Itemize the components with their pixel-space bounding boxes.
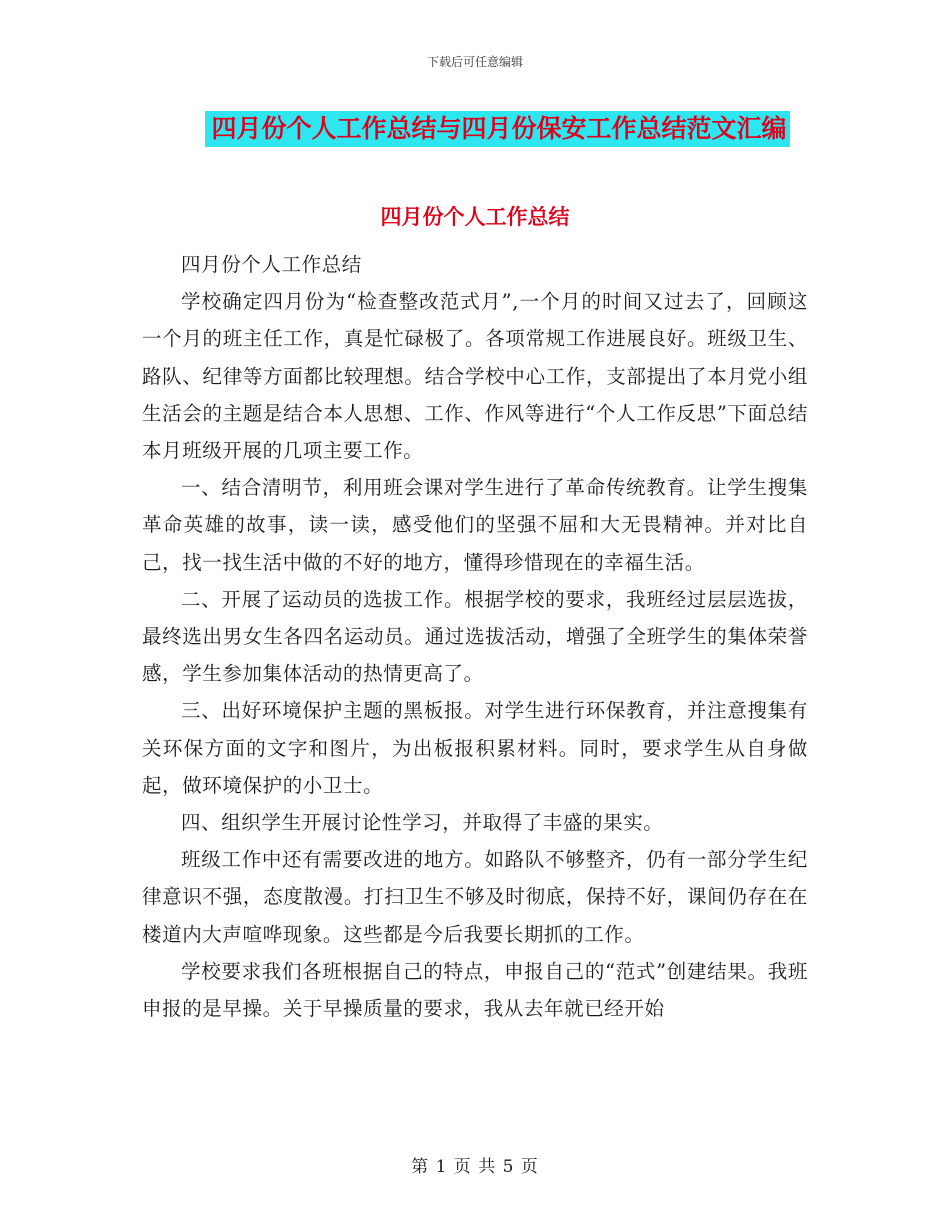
document-title: 四月份个人工作总结与四月份保安工作总结范文汇编: [205, 111, 789, 147]
document-body: [142, 246, 808, 1027]
document-title-container: [0, 111, 950, 147]
paragraph: 班级工作中还有需要改进的地方。如路队不够整齐，仍有一部分学生纪律意识不强，态度散漫。打扫卫生不够及时彻底，保持不好，课间仍存在在楼道内大声喧哗现象。这些都是今后我要长期抓的工作。: [142, 848, 808, 946]
paragraph: 学校确定四月份为“检查整改范式月”,一个月的时间又过去了，回顾这一个月的班主任工作，真是忙碌极了。各项常规工作进展良好。班级卫生、路队、纪律等方面都比较理想。结合学校中心工作，支部提出了本月党小组生活会的主题是结合本人思想、工作、作风等进行“个人工作反思”下面总结本月班级开展的几项主要工作。: [142, 290, 808, 463]
header-note: 下载后可任意编辑: [426, 55, 523, 69]
paragraph: 四、组织学生开展讨论性学习，并取得了丰盛的果实。: [181, 811, 664, 835]
paragraph: 四月份个人工作总结: [181, 253, 362, 276]
paragraph: 二、开展了运动员的选拔工作。根据学校的要求，我班经过层层选拔，最终选出男女生各四名运动员。通过选拔活动，增强了全班学生的集体荣誉感，学生参加集体活动的热情更高了。: [142, 587, 808, 686]
paragraph: 三、出好环境保护主题的黑板报。对学生进行环保教育，并注意搜集有关环保方面的文字和图片，为出板报积累材料。同时，要求学生从自身做起，做环境保护的小卫士。: [142, 699, 808, 797]
page-number-footer: 第 1 页 共 5 页: [411, 1157, 539, 1177]
paragraph: 一、结合清明节，利用班会课对学生进行了革命传统教育。让学生搜集革命英雄的故事，读一读，感受他们的坚强不屈和大无畏精神。并对比自己，找一找生活中做的不好的地方，懂得珍惜现在的幸福生活。: [142, 476, 808, 574]
section-title: 四月份个人工作总结: [380, 205, 570, 229]
paragraph: 学校要求我们各班根据自己的特点，申报自己的“范式”创建结果。我班申报的是早操。关于早操质量的要求，我从去年就已经开始: [142, 959, 808, 1021]
